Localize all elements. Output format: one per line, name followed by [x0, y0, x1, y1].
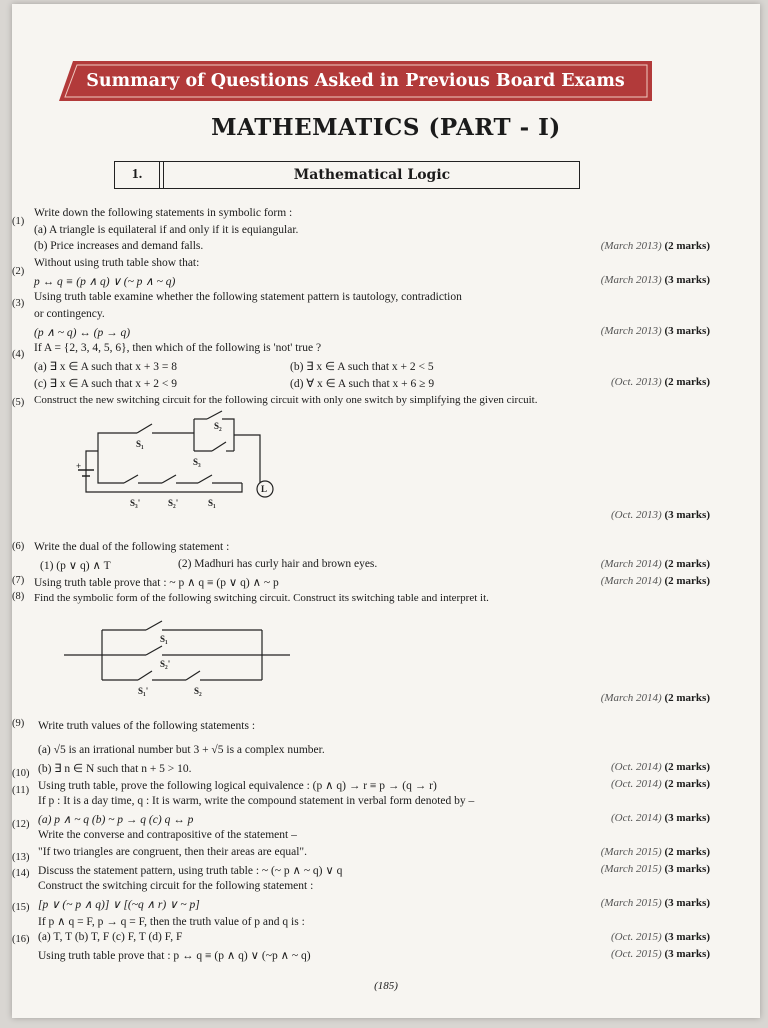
- exam-source: [601, 558, 710, 570]
- exam-source: [601, 863, 710, 875]
- question-option: (d) ∀ x ∈ A such that x + 6 ≥ 9: [290, 378, 435, 390]
- marks: (3 marks): [664, 863, 710, 875]
- question-number: (3): [12, 298, 25, 309]
- lamp-label: L: [261, 484, 268, 494]
- exam-date: (March 2013): [600, 325, 662, 337]
- question-option: (b) ∃ n ∈ N such that n + 5 > 10.: [38, 763, 192, 775]
- exam-source: [601, 846, 710, 858]
- question-formula: [p ∨ (~ p ∧ q)] ∨ [(~q ∧ r) ∨ ~ p]: [38, 899, 200, 911]
- circuit-label: S₃: [193, 457, 201, 467]
- question-text: Discuss the statement pattern, using truth table : ~ (~ p ∧ ~ q) ∨ q: [38, 865, 343, 877]
- exam-date: (March 2013): [600, 240, 662, 252]
- question-text: If A = {2, 3, 4, 5, 6}, then which of the following is 'not' true ?: [34, 342, 322, 354]
- question-number: (15): [12, 902, 30, 913]
- chapter-divider: [161, 162, 164, 188]
- chapter-header: [114, 161, 580, 189]
- exam-source: [611, 812, 710, 824]
- question-number: (5): [12, 397, 25, 408]
- question-formula: (p ∧ ~ q) ↔ (p → q): [34, 327, 131, 339]
- question-text: Write down the following statements in symbolic form :: [34, 207, 293, 219]
- question-number: (4): [12, 349, 25, 360]
- question-text: If p ∧ q = F, p → q = F, then the truth value of p and q is :: [38, 916, 305, 928]
- question-option: (c) ∃ x ∈ A such that x + 2 < 9: [34, 378, 178, 390]
- exam-date: (March 2015): [600, 846, 662, 858]
- marks: (2 marks): [664, 558, 710, 570]
- circuit-label: S₁: [160, 634, 168, 644]
- question-number: (13): [12, 852, 30, 863]
- exam-date: (Oct. 2015): [611, 931, 662, 943]
- exam-source: [611, 509, 710, 521]
- question-text: Write truth values of the following statements :: [38, 720, 256, 732]
- chapter-number: 1.: [115, 162, 160, 188]
- question-text: Using truth table prove that : p ↔ q ≡ (p ∧ q) ∨ (~p ∧ ~ q): [38, 950, 311, 962]
- exam-date: (March 2014): [600, 558, 662, 570]
- exam-date: (March 2015): [600, 897, 662, 909]
- question-text: Construct the new switching circuit for the following circuit with only one switch by simplifying the given circuit.: [34, 394, 538, 406]
- exam-source: [601, 274, 710, 286]
- marks: (3 marks): [664, 931, 710, 943]
- exam-date: (Oct. 2015): [611, 948, 662, 960]
- marks: (2 marks): [664, 778, 710, 790]
- circuit-label: S₂: [194, 686, 202, 696]
- question-number: (10): [12, 768, 30, 779]
- question-number: (2): [12, 266, 25, 277]
- circuit-label: S₂': [160, 659, 171, 669]
- question-text: Without using truth table show that:: [34, 257, 200, 269]
- question-option: (a) A triangle is equilateral if and only if it is equiangular.: [34, 224, 299, 236]
- exam-date: (March 2014): [600, 575, 662, 587]
- question-option: (b) ∃ x ∈ A such that x + 2 < 5: [290, 361, 434, 373]
- textbook-page: [12, 4, 760, 1018]
- question-option: (1) (p ∨ q) ∧ T: [40, 560, 111, 572]
- exam-date: (Oct. 2014): [611, 812, 662, 824]
- question-number: (11): [12, 785, 30, 796]
- question-number: (14): [12, 868, 30, 879]
- exam-source: [601, 897, 710, 909]
- exam-source: [601, 692, 710, 704]
- exam-source: [601, 325, 710, 337]
- question-number: (8): [12, 591, 25, 602]
- question-option: (2) Madhuri has curly hair and brown eyes.: [178, 558, 378, 570]
- question-text: Write the dual of the following statement :: [34, 541, 230, 553]
- question-option: (a) T, T (b) T, F (c) F, T (d) F, F: [38, 931, 183, 943]
- exam-source: [601, 575, 710, 587]
- question-text: or contingency.: [34, 308, 105, 320]
- circuit-label: S₁: [136, 439, 144, 449]
- question-text: Using truth table prove that : ~ p ∧ q ≡ (p ∨ q) ∧ ~ p: [34, 577, 279, 589]
- question-number: (7): [12, 575, 25, 586]
- question-number: (1): [12, 216, 25, 227]
- marks: (2 marks): [664, 692, 710, 704]
- chapter-title: Mathematical Logic: [293, 167, 451, 183]
- marks: (3 marks): [664, 274, 710, 286]
- exam-source: [611, 948, 710, 960]
- exam-date: (Oct. 2014): [611, 761, 662, 773]
- question-option: (a) √5 is an irrational number but 3 + √5 is a complex number.: [38, 744, 325, 756]
- question-text: Using truth table, prove the following logical equivalence : (p ∧ q) → r ≡ p → (q → r): [38, 780, 437, 792]
- switching-circuit-2: [62, 614, 292, 704]
- question-number: (6): [12, 541, 25, 552]
- exam-date: (Oct. 2013): [611, 509, 662, 521]
- exam-date: (Oct. 2013): [611, 376, 662, 388]
- exam-source: [611, 761, 710, 773]
- question-number: (12): [12, 819, 30, 830]
- circuit-label: S₂': [168, 498, 179, 508]
- exam-source: [601, 240, 710, 252]
- exam-date: (March 2014): [600, 692, 662, 704]
- question-text: Find the symbolic form of the following switching circuit. Construct its switching table and interpret it.: [34, 592, 489, 604]
- marks: (3 marks): [664, 325, 710, 337]
- marks: (3 marks): [664, 948, 710, 960]
- question-text: If p : It is a day time, q : It is warm, write the compound statement in verbal form denoted by –: [38, 795, 475, 807]
- subject-title: MATHEMATICS (PART - I): [211, 114, 561, 141]
- question-number: (9): [12, 718, 25, 729]
- exam-source: [611, 931, 710, 943]
- question-option: (b) Price increases and demand falls.: [34, 240, 204, 252]
- marks: (3 marks): [664, 897, 710, 909]
- marks: (2 marks): [664, 376, 710, 388]
- banner-title: Summary of Questions Asked in Previous Board Exams: [86, 71, 625, 91]
- circuit-label: S₁': [138, 686, 149, 696]
- question-option: (a) p ∧ ~ q (b) ~ p → q (c) q ↔ p: [38, 814, 194, 826]
- section-banner: [59, 59, 652, 103]
- marks: (2 marks): [664, 575, 710, 587]
- question-text: "If two triangles are congruent, then their areas are equal".: [38, 846, 307, 858]
- switching-circuit-1: [62, 409, 282, 509]
- circuit-label: S₂: [214, 421, 222, 431]
- page-number: (185): [374, 980, 398, 992]
- question-text: Write the converse and contrapositive of the statement –: [38, 829, 297, 841]
- svg-text:+: +: [76, 461, 82, 471]
- exam-date: (Oct. 2014): [611, 778, 662, 790]
- question-formula: p ↔ q ≡ (p ∧ q) ∨ (~ p ∧ ~ q): [34, 276, 176, 288]
- exam-source: [611, 376, 710, 388]
- question-number: (16): [12, 934, 30, 945]
- question-text: Using truth table examine whether the following statement pattern is tautology, contradiction: [34, 291, 462, 303]
- marks: (2 marks): [664, 846, 710, 858]
- marks: (2 marks): [664, 240, 710, 252]
- marks: (2 marks): [664, 761, 710, 773]
- exam-date: (March 2013): [600, 274, 662, 286]
- exam-date: (March 2015): [600, 863, 662, 875]
- marks: (3 marks): [664, 812, 710, 824]
- question-option: (a) ∃ x ∈ A such that x + 3 = 8: [34, 361, 178, 373]
- question-text: Construct the switching circuit for the following statement :: [38, 880, 314, 892]
- circuit-label: S₃': [130, 498, 141, 508]
- circuit-label: S₁: [208, 498, 216, 508]
- marks: (3 marks): [664, 509, 710, 521]
- exam-source: [611, 778, 710, 790]
